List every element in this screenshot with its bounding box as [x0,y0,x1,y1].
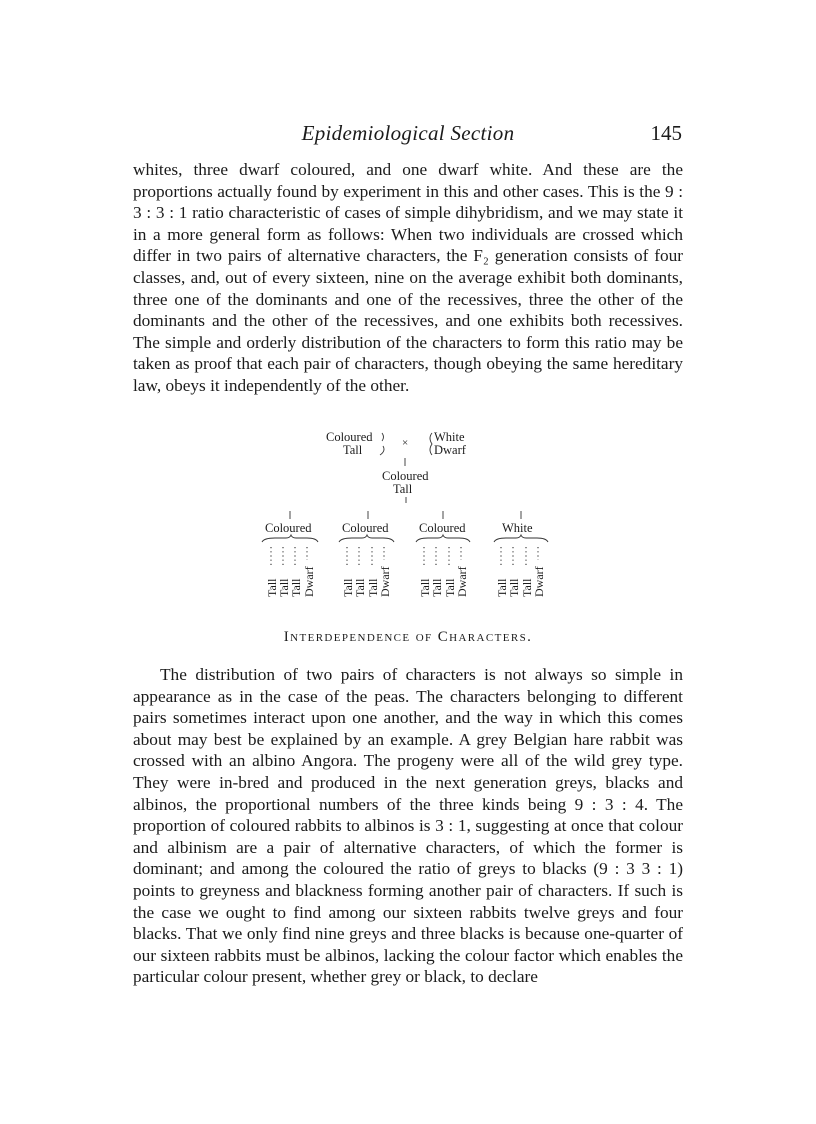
f2-g4-member-1: Tall [495,578,509,597]
f1-height: Tall [393,482,413,496]
f2-g4-member-3: Tall [520,578,534,597]
f2-brace-3 [416,535,470,542]
page-number: 145 [650,121,682,145]
f2-g1-member-2: Tall [277,578,291,597]
f2-g4-member-2: Tall [507,578,521,597]
f2-g2-member-4: Dwarf [378,566,392,597]
f2-g3-member-1: Tall [418,578,432,597]
parent1-height: Tall [343,443,363,457]
parent1-brace [380,433,384,455]
f2-group-label-3: Coloured [419,521,466,535]
paragraph-text: The distribution of two pairs of characters is not always so simple in appearance as in the case of the peas. The characters belonging to different pairs sometimes interact upon one another, and the way in which this comes about may best be explained by an example. A grey Belgian hare rabbit was crossed with an albino Angora. The progeny were all of the wild grey type. They were in-bred and produced in the next generation greys, blacks and albinos, the proportional numbers of the three kinds being 9 : 3 : 4. The proportion of coloured rabbits to albinos is 3 : 1, suggesting at once that colour and albinism are a pair of alternative characters, of which the former is dominant; and among the coloured the ratio of greys to blacks (9 : 3 3 : 1) points to greyness and blackness forming another pair of characters. If such is the case we ought to find among our sixteen rabbits twelve greys and four blacks. That we only find nine greys and three blacks is because one-quarter of our sixteen rabbits must be albinos, lacking the colour factor which enables the particular colour present, whether grey or black, to declare [133,665,683,987]
parent1-colour: Coloured [326,430,373,444]
parent2-colour: White [434,430,465,444]
f2-g1-member-3: Tall [289,578,303,597]
f2-brace-4 [494,535,548,542]
running-header [0,121,816,151]
parent2-brace [430,433,432,455]
f2-g4-member-4: Dwarf [532,566,546,597]
f2-group-label-2: Coloured [342,521,389,535]
paragraph-dihybridism [133,159,683,397]
section-heading: Interdependence of Characters. [283,629,533,645]
f2-group-label-4: White [502,521,533,535]
paragraph-interdependence [133,664,683,988]
f2-g2-member-1: Tall [341,578,355,597]
f2-g3-member-4: Dwarf [455,566,469,597]
parent2-height: Dwarf [434,443,466,457]
f2-g3-member-3: Tall [443,578,457,597]
f2-g2-member-3: Tall [366,578,380,597]
f2-g3-member-2: Tall [430,578,444,597]
f2-brace-2 [339,535,394,542]
f2-g1-member-4: Dwarf [302,566,316,597]
paragraph-text: whites, three dwarf coloured, and one dwarf white. And these are the proportions actually found by experiment in this and other cases. This is the 9 : 3 : 3 : 1 ratio characteristic of cases of simple dihybridism, and we may state it in a more general form as follows: When two individuals are crossed which differ in two pairs of alternative characters, the F₂ generation consists of four classes, and, out of every sixteen, nine on the average exhibit both dominants, three one of the dominants and one of the recessives, three the other of the dominants and the other of the recessives, and one exhibits both recessives. The simple and orderly distribution of the characters to form this ratio may be taken as proof that each pair of characters, though obeying the same hereditary law, obeys it independently of the other. [133,160,683,395]
cross-symbol: × [402,437,409,449]
f1-colour: Coloured [382,469,429,483]
running-title: Epidemiological Section [301,121,515,145]
f2-g2-member-2: Tall [353,578,367,597]
f2-brace-1 [262,535,318,542]
f2-g1-member-1: Tall [265,578,279,597]
f2-group-label-1: Coloured [265,521,312,535]
